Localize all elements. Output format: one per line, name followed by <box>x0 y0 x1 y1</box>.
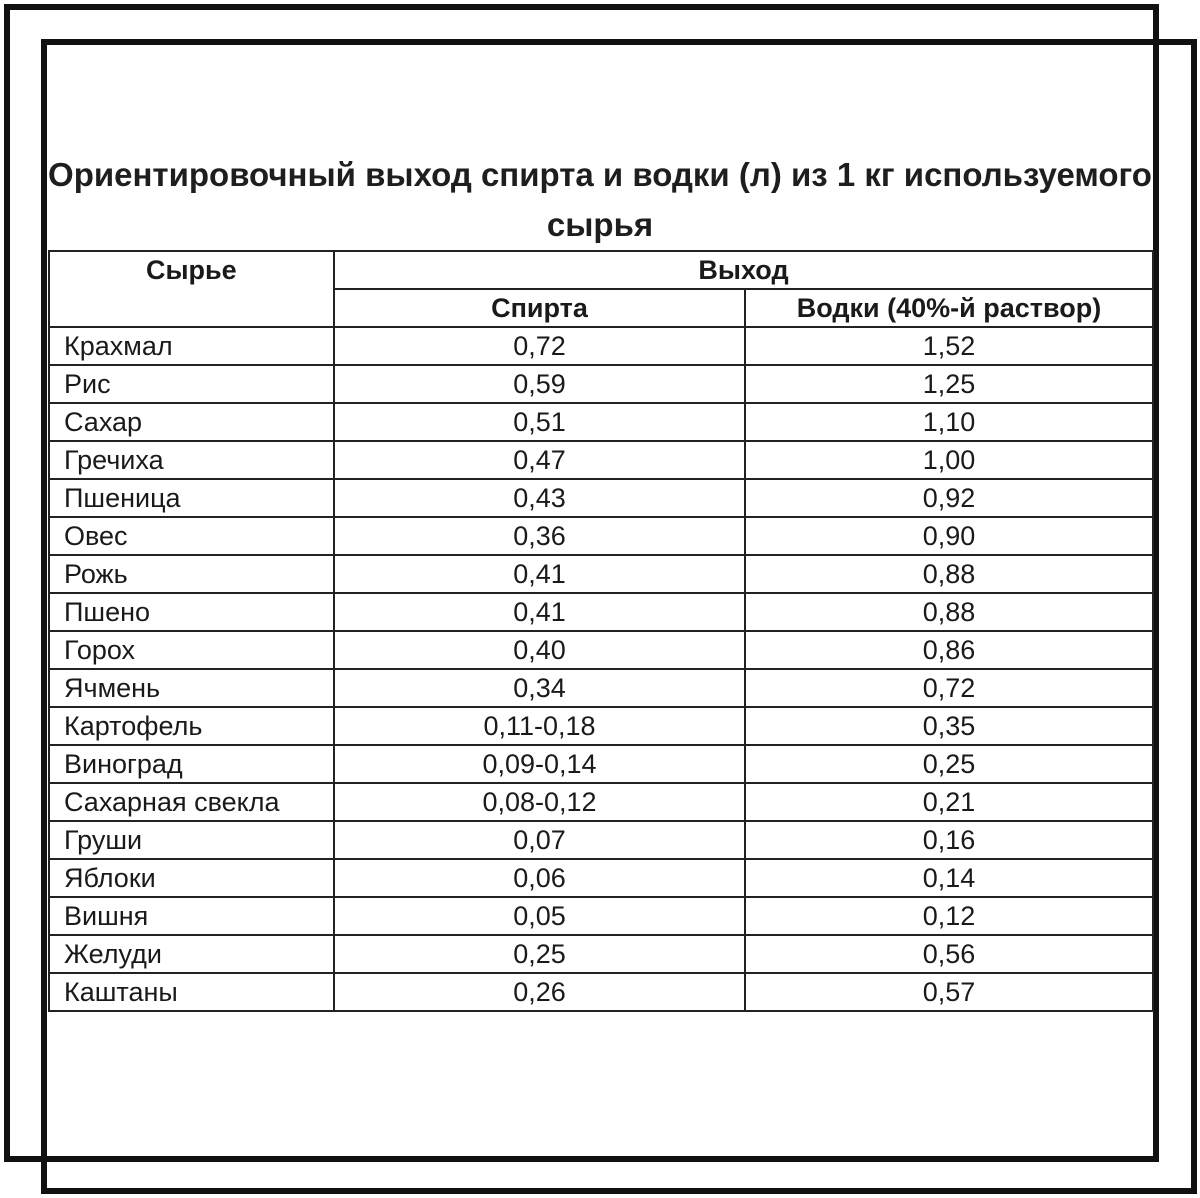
table-row <box>49 707 1153 745</box>
spirit-cell: 0,07 <box>334 821 745 859</box>
spirit-cell: 0,36 <box>334 517 745 555</box>
vodka-cell: 0,86 <box>745 631 1153 669</box>
vodka-cell: 0,72 <box>745 669 1153 707</box>
table-row <box>49 669 1153 707</box>
vodka-cell: 0,16 <box>745 821 1153 859</box>
vodka-cell: 0,25 <box>745 745 1153 783</box>
spirit-cell: 0,51 <box>334 403 745 441</box>
header-spirit: Спирта <box>334 289 745 327</box>
material-cell: Гречиха <box>49 441 334 479</box>
table-row <box>49 327 1153 365</box>
material-cell: Рожь <box>49 555 334 593</box>
spirit-cell: 0,47 <box>334 441 745 479</box>
material-cell: Сахар <box>49 403 334 441</box>
vodka-cell: 0,14 <box>745 859 1153 897</box>
spirit-cell: 0,41 <box>334 555 745 593</box>
material-cell: Каштаны <box>49 973 334 1011</box>
table-row <box>49 517 1153 555</box>
vodka-cell: 1,25 <box>745 365 1153 403</box>
vodka-cell: 0,21 <box>745 783 1153 821</box>
spirit-cell: 0,25 <box>334 935 745 973</box>
vodka-cell: 0,92 <box>745 479 1153 517</box>
table-row <box>49 479 1153 517</box>
spirit-cell: 0,43 <box>334 479 745 517</box>
vodka-cell: 0,90 <box>745 517 1153 555</box>
spirit-cell: 0,09-0,14 <box>334 745 745 783</box>
yield-table <box>48 250 1154 1012</box>
vodka-cell: 1,10 <box>745 403 1153 441</box>
material-cell: Горох <box>49 631 334 669</box>
spirit-cell: 0,05 <box>334 897 745 935</box>
table-row <box>49 441 1153 479</box>
vodka-cell: 0,12 <box>745 897 1153 935</box>
header-material: Сырье <box>49 251 334 327</box>
spirit-cell: 0,72 <box>334 327 745 365</box>
table-row <box>49 631 1153 669</box>
table-row <box>49 935 1153 973</box>
vodka-cell: 1,00 <box>745 441 1153 479</box>
table-body <box>49 327 1153 1011</box>
material-cell: Груши <box>49 821 334 859</box>
table-row <box>49 403 1153 441</box>
vodka-cell: 0,88 <box>745 555 1153 593</box>
table-row <box>49 555 1153 593</box>
vodka-cell: 0,88 <box>745 593 1153 631</box>
material-cell: Яблоки <box>49 859 334 897</box>
material-cell: Сахарная свекла <box>49 783 334 821</box>
material-cell: Желуди <box>49 935 334 973</box>
material-cell: Ячмень <box>49 669 334 707</box>
table-row <box>49 859 1153 897</box>
material-cell: Рис <box>49 365 334 403</box>
spirit-cell: 0,26 <box>334 973 745 1011</box>
material-cell: Овес <box>49 517 334 555</box>
table-row <box>49 821 1153 859</box>
spirit-cell: 0,08-0,12 <box>334 783 745 821</box>
vodka-cell: 1,52 <box>745 327 1153 365</box>
material-cell: Пшеница <box>49 479 334 517</box>
material-cell: Вишня <box>49 897 334 935</box>
material-cell: Крахмал <box>49 327 334 365</box>
table-row <box>49 783 1153 821</box>
vodka-cell: 0,35 <box>745 707 1153 745</box>
spirit-cell: 0,06 <box>334 859 745 897</box>
spirit-cell: 0,40 <box>334 631 745 669</box>
material-cell: Виноград <box>49 745 334 783</box>
table-row <box>49 365 1153 403</box>
spirit-cell: 0,59 <box>334 365 745 403</box>
header-vodka: Водки (40%-й раствор) <box>745 289 1153 327</box>
table-row <box>49 973 1153 1011</box>
table-row <box>49 745 1153 783</box>
material-cell: Пшено <box>49 593 334 631</box>
vodka-cell: 0,56 <box>745 935 1153 973</box>
spirit-cell: 0,41 <box>334 593 745 631</box>
table-header <box>49 251 1153 327</box>
header-row-top <box>49 251 1153 289</box>
spirit-cell: 0,34 <box>334 669 745 707</box>
table-row <box>49 897 1153 935</box>
header-yield: Выход <box>334 251 1153 289</box>
table-title: Ориентировочный выход спирта и водки (л) из 1 кг используемого сырья <box>48 156 1152 243</box>
material-cell: Картофель <box>49 707 334 745</box>
vodka-cell: 0,57 <box>745 973 1153 1011</box>
table-row <box>49 593 1153 631</box>
spirit-cell: 0,11-0,18 <box>334 707 745 745</box>
